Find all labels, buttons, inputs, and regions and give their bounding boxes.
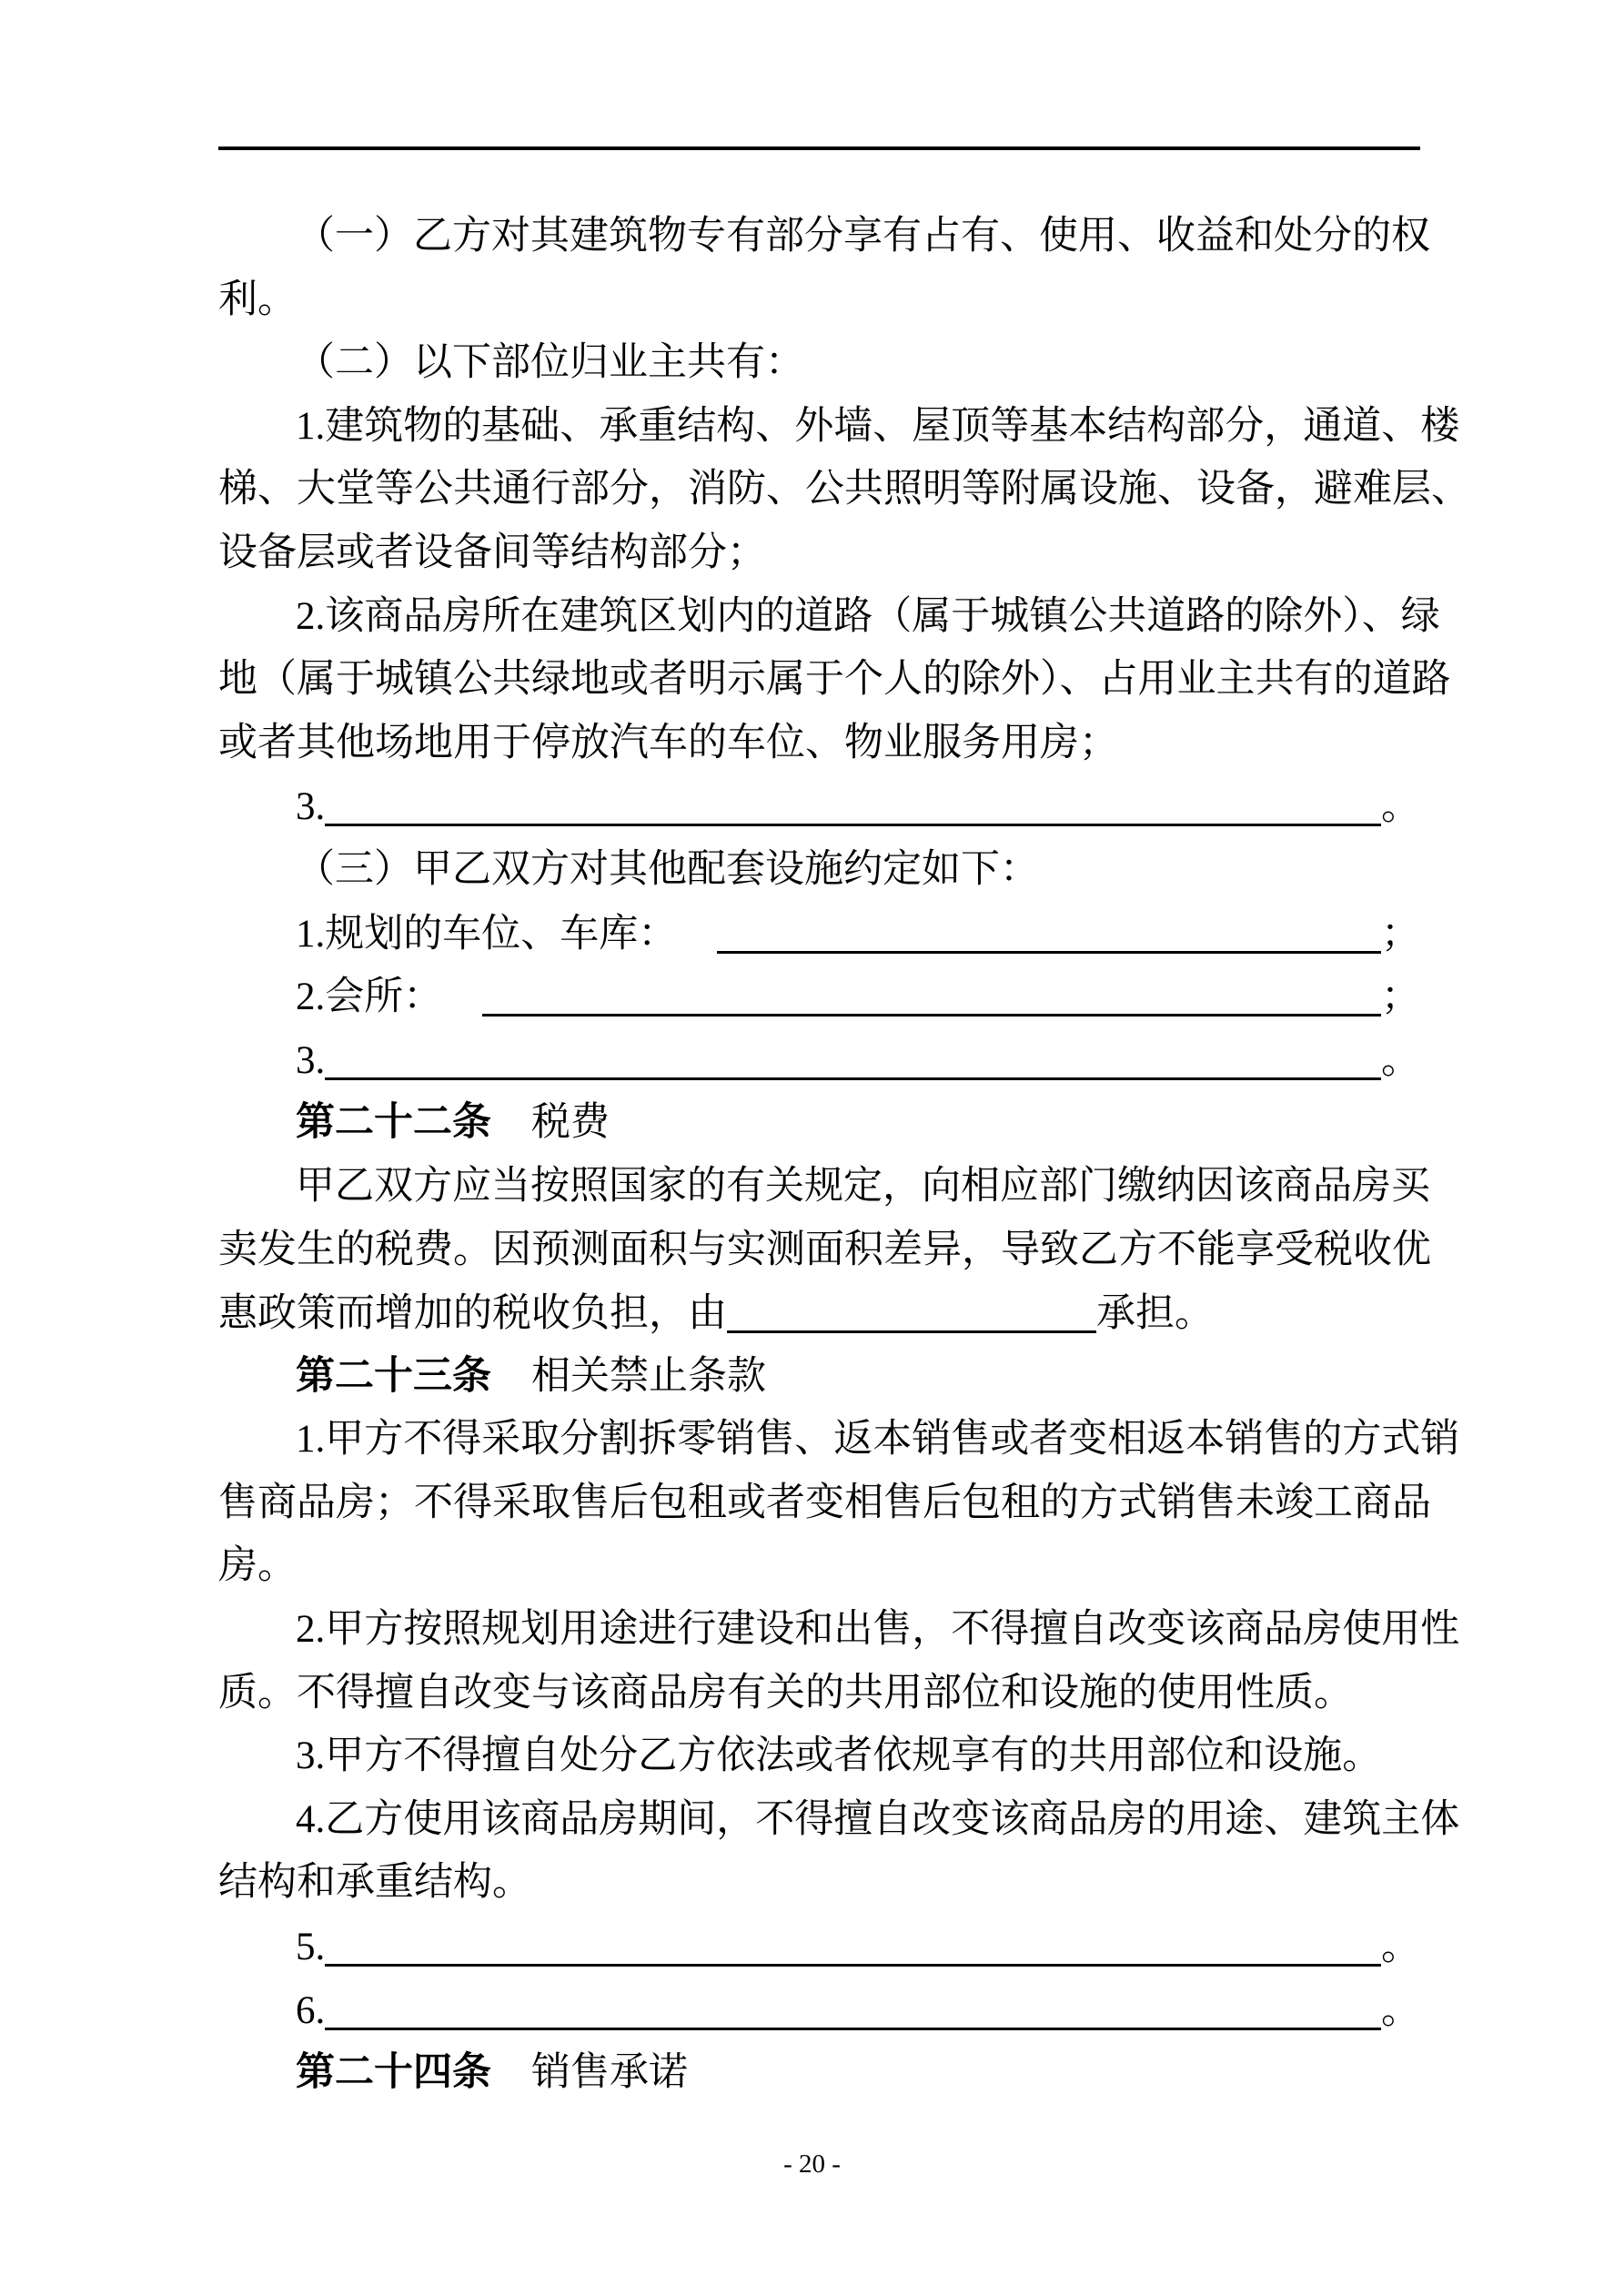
blank-underline-field[interactable] (727, 1289, 1096, 1333)
text-line (218, 1788, 1460, 1852)
blank-prefix: 3. (296, 785, 326, 829)
line-text: （一）乙方对其建筑物专有部分享有占有、使用、收益和处分的权 (296, 215, 1430, 258)
fill-in-line (218, 902, 1420, 966)
text-line (218, 1725, 1420, 1788)
blank-underline-field[interactable] (325, 782, 1381, 826)
article-heading (218, 1091, 1420, 1155)
fill-in-line (218, 774, 1420, 838)
text-line (218, 1408, 1460, 1472)
line-text: 房。 (218, 1544, 297, 1588)
text-line (218, 268, 1420, 332)
document-body (218, 205, 1470, 2105)
article-number: 第二十四条 (296, 2051, 491, 2095)
blank-prefix: 5. (296, 1926, 326, 1969)
line-text: 3.甲方不得擅自处分乙方依法或者依规享有的共用部位和设施。 (296, 1735, 1382, 1778)
line-text: 结构和承重结构。 (218, 1861, 531, 1905)
text-line (218, 1662, 1420, 1725)
line-text: 或者其他场地用于停放汽车的车位、物业服务用房； (218, 721, 1118, 764)
text-line (218, 1472, 1431, 1535)
article-title: 销售承诺 (531, 2051, 688, 2095)
blank-prefix: 2.会所： (296, 976, 443, 1019)
text-line (218, 331, 1420, 395)
text-line (218, 205, 1430, 268)
line-text: 甲乙双方应当按照国家的有关规定，向相应部门缴纳因该商品房买 (296, 1164, 1430, 1208)
blank-suffix: 承担。 (1096, 1292, 1214, 1336)
text-line (218, 395, 1460, 459)
line-text: 设备层或者设备间等结构部分； (218, 531, 766, 574)
blank-underline-field[interactable] (325, 1036, 1381, 1080)
fill-in-line (218, 1978, 1420, 2042)
blank-prefix: 1.规划的车位、车库： (296, 912, 678, 956)
blank-prefix: 3. (296, 1038, 326, 1082)
line-text: （二）以下部位归业主共有： (296, 341, 804, 385)
line-text: 2.甲方按照规划用途进行建设和出售，不得擅自改变该商品房使用性 (296, 1608, 1460, 1652)
line-text: 4.乙方使用该商品房期间，不得擅自改变该商品房的用途、建筑主体 (296, 1797, 1460, 1841)
line-text: 地（属于城镇公共绿地或者明示属于个人的除外）、占用业主共有的道路 (218, 658, 1451, 702)
blank-underline-field[interactable] (482, 972, 1381, 1017)
line-text: 2.该商品房所在建筑区划内的道路（属于城镇公共道路的除外）、绿 (296, 594, 1440, 638)
line-text: 1.建筑物的基础、承重结构、外墙、屋顶等基本结构部分，通道、楼 (296, 404, 1460, 448)
article-title: 税费 (531, 1101, 610, 1145)
fill-in-line (218, 1028, 1420, 1092)
article-number: 第二十三条 (296, 1354, 491, 1398)
blank-underline-field[interactable] (325, 1986, 1381, 2030)
fill-in-line (218, 965, 1420, 1028)
blank-suffix: ； (1381, 976, 1420, 1019)
line-text: 卖发生的税费。因预测面积与实测面积差异，导致乙方不能享受税收优 (218, 1228, 1431, 1271)
line-text: 利。 (218, 278, 297, 321)
text-line (218, 585, 1440, 649)
text-line (218, 648, 1451, 712)
text-line (218, 712, 1420, 775)
blank-suffix: 。 (1381, 1988, 1420, 2032)
article-number: 第二十二条 (296, 1101, 491, 1145)
text-line (218, 1219, 1431, 1282)
line-text: 售商品房；不得采取售后包租或者变相售后包租的方式销售未竣工商品 (218, 1481, 1431, 1524)
blank-prefix: 惠政策而增加的税收负担，由 (218, 1292, 727, 1336)
blank-suffix: 。 (1381, 785, 1420, 829)
blank-prefix: 6. (296, 1988, 326, 2032)
blank-suffix: 。 (1381, 1926, 1420, 1969)
article-heading (218, 1345, 1420, 1409)
text-line (218, 1851, 1420, 1915)
article-heading (218, 2041, 1420, 2105)
fill-in-line (218, 1915, 1420, 1978)
text-line (218, 1598, 1460, 1662)
blank-underline-field[interactable] (717, 909, 1381, 954)
line-text: 1.甲方不得采取分割拆零销售、返本销售或者变相返本销售的方式销 (296, 1418, 1460, 1462)
text-line (218, 458, 1470, 521)
line-text: 质。不得擅自改变与该商品房有关的共用部位和设施的使用性质。 (218, 1671, 1353, 1714)
text-line (218, 521, 1420, 585)
text-line (218, 1155, 1430, 1219)
fill-in-line (218, 1281, 1420, 1345)
blank-suffix: 。 (1381, 1038, 1420, 1082)
line-text: （三）甲乙双方对其他配套设施约定如下： (296, 847, 1039, 891)
blank-underline-field[interactable] (325, 1922, 1381, 1967)
text-line (218, 1534, 1420, 1598)
article-title: 相关禁止条款 (531, 1354, 766, 1398)
blank-suffix: ； (1381, 912, 1420, 956)
text-line (218, 838, 1420, 902)
page-number: - 20 - (783, 2149, 841, 2179)
line-text: 梯、大堂等公共通行部分，消防、公共照明等附属设施、设备，避难层、 (218, 468, 1470, 511)
header-rule (218, 147, 1420, 150)
